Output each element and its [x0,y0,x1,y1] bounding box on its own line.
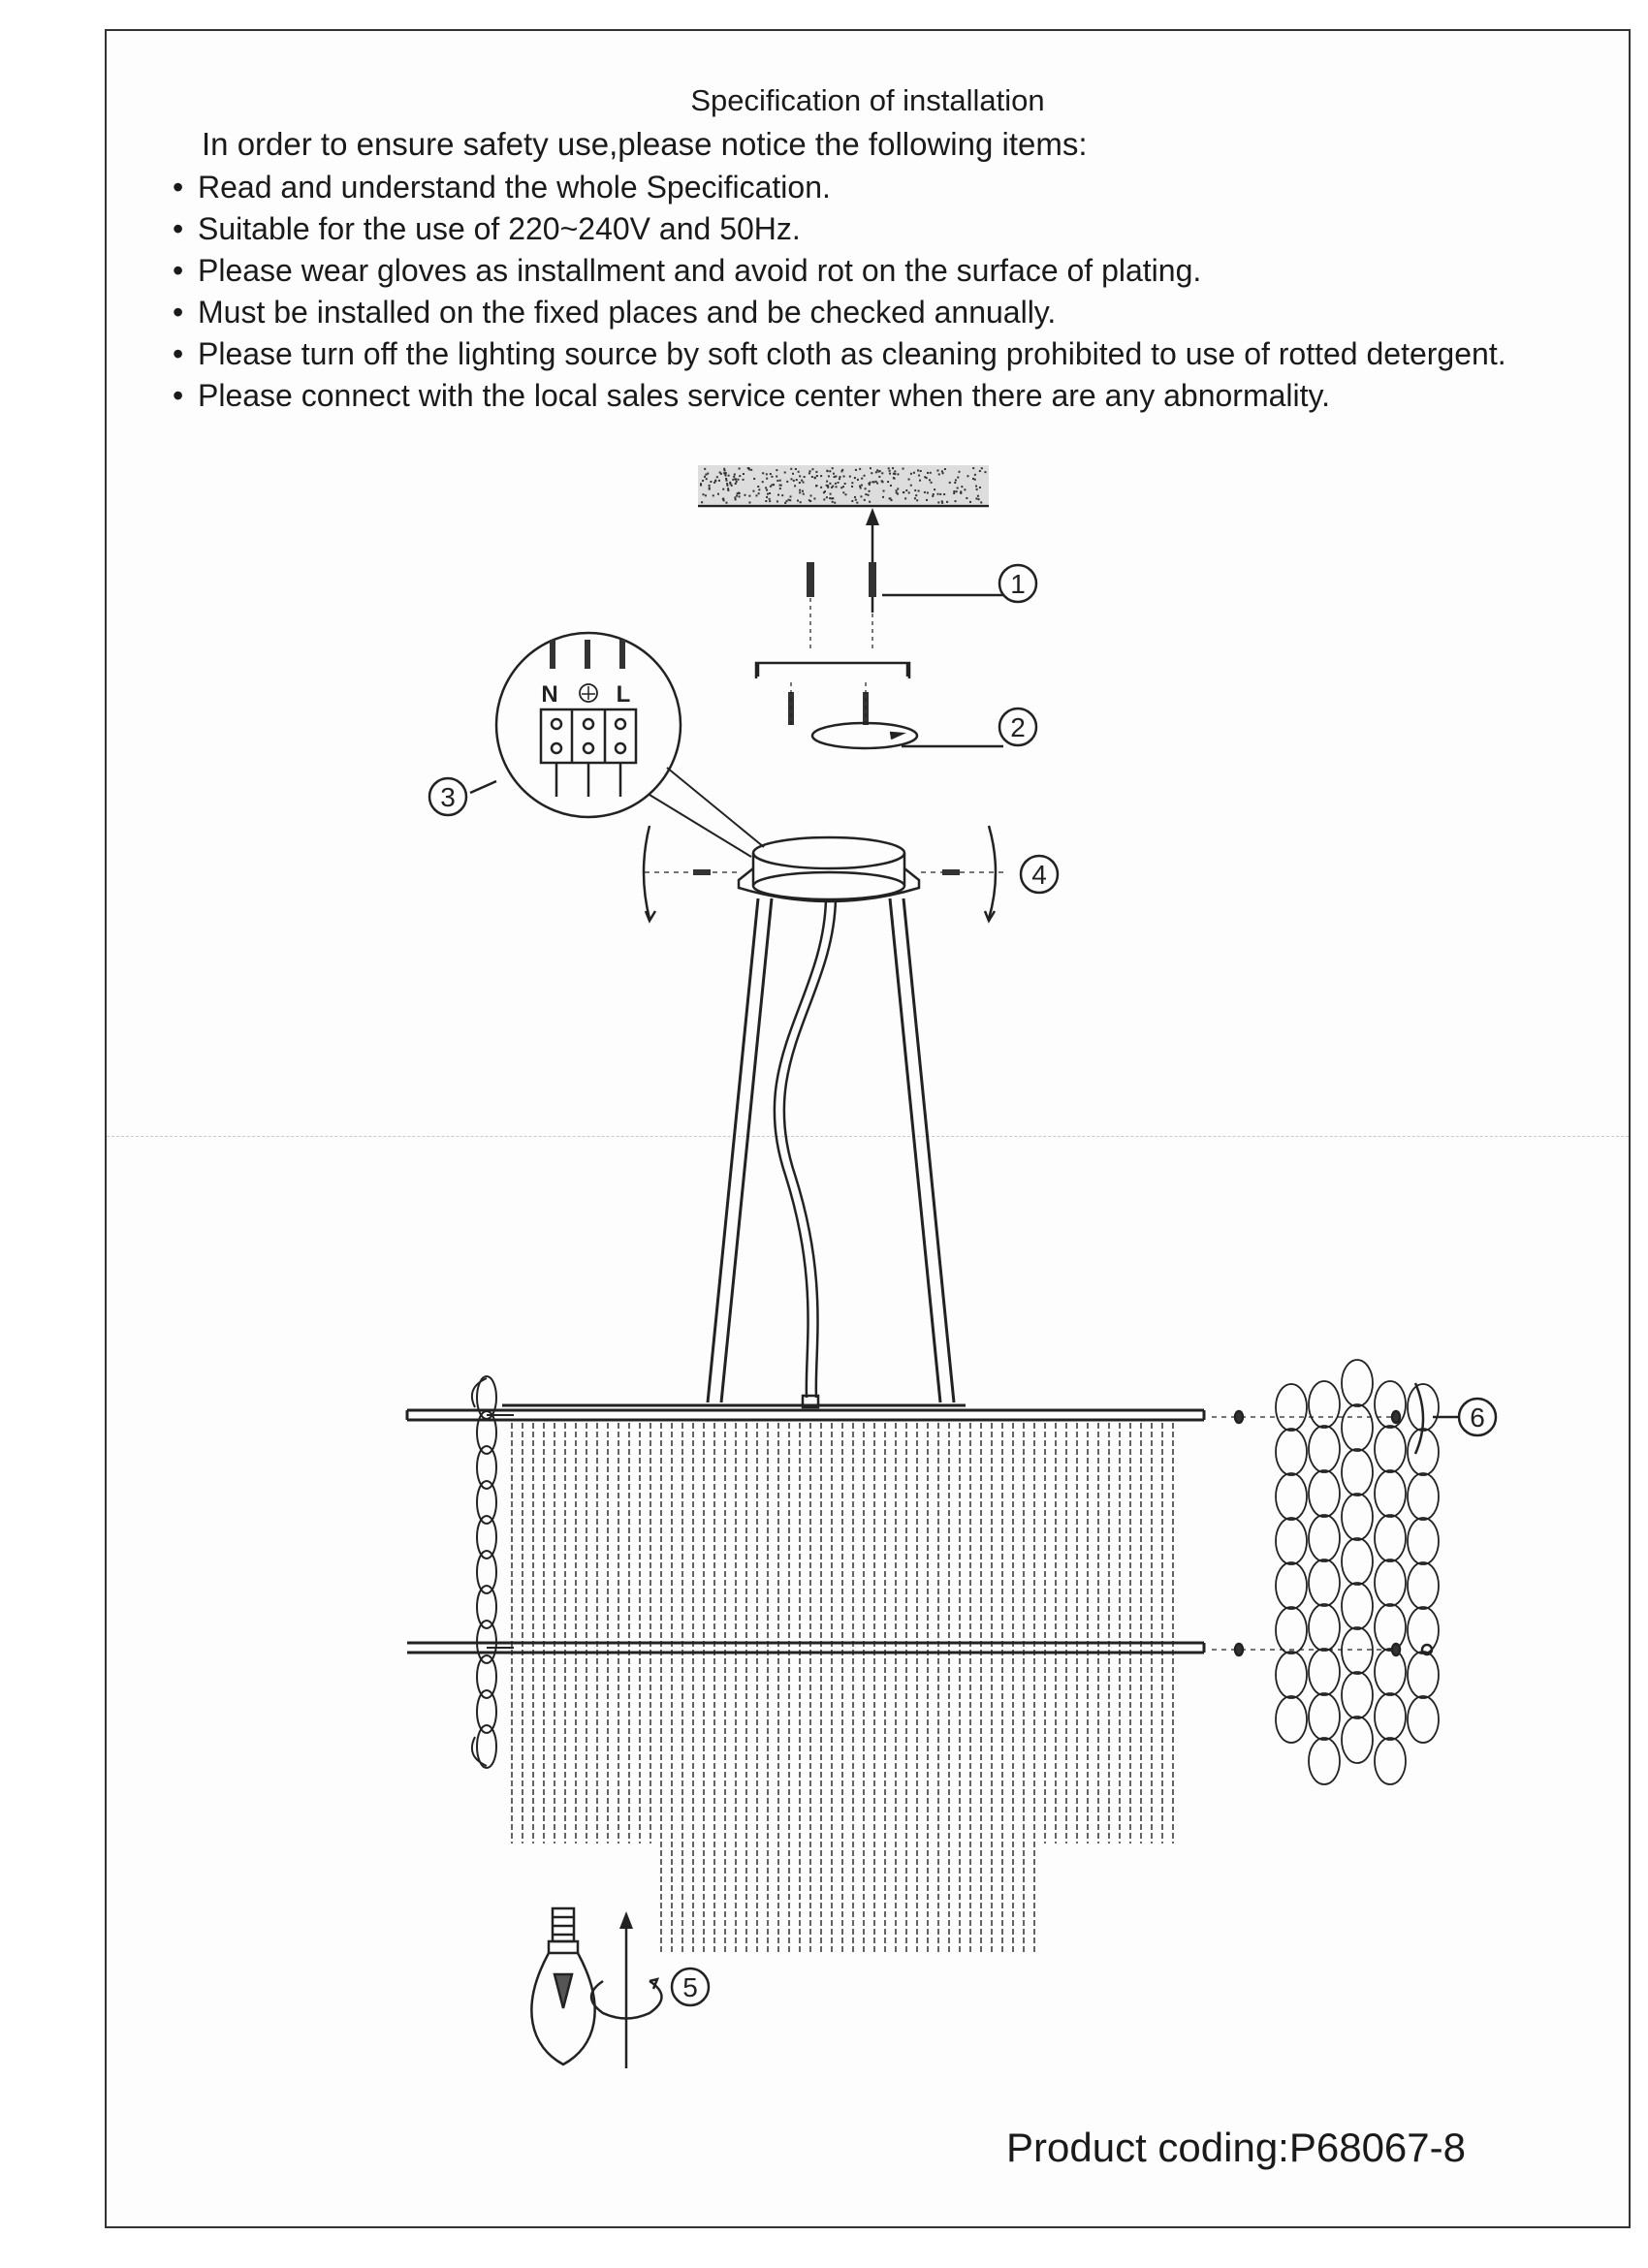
list-item: • Read and understand the whole Specification. [173,170,831,205]
intro-text: In order to ensure safety use,please notice the following items: [202,126,1088,162]
callout-4: 4 [1031,860,1047,890]
ceiling-icon [698,465,989,506]
candle-bulb-icon [531,1908,594,2064]
list-item: • Please wear gloves as installment and avoid rot on the surface of plating. [173,253,1202,288]
canopy-icon [739,837,919,901]
crystal-strands [512,1423,1173,1955]
terminal-l-label: L [616,681,631,708]
list-item: • Suitable for the use of 220~240V and 50Hz. [173,211,801,246]
list-item: • Please turn off the lighting source by soft cloth as cleaning prohibited to use of rotted detergent. [173,336,1506,371]
callout-5: 5 [682,1972,698,2002]
left-side-panel [472,1376,514,1768]
crystal-side-panel-icon [1276,1360,1439,1784]
installation-diagram [107,31,1629,2226]
page-title: Specification of installation [690,83,1045,117]
terminal-n-label: N [541,681,558,708]
mounting-bracket-icon [756,663,909,678]
callout-6: 6 [1470,1402,1485,1433]
list-item: • Must be installed on the fixed places and be checked annually. [173,295,1057,330]
chandelier-frame [407,1405,1204,1653]
instruction-sheet [105,29,1631,2228]
terminal-block-icon [496,633,681,817]
callout-1: 1 [1010,569,1026,599]
callout-3: 3 [440,782,456,812]
product-coding: Product coding:P68067-8 [1006,2125,1466,2170]
list-item: • Please connect with the local sales service center when there are any abnormality. [173,378,1331,413]
screw-icon [807,562,876,651]
callout-2: 2 [1010,712,1026,742]
